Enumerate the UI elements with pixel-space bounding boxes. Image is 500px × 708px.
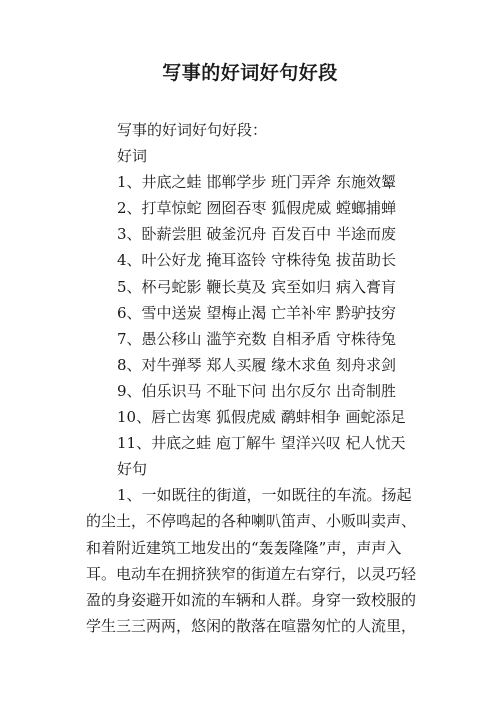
idiom: 邯郸学步	[206, 173, 267, 192]
idiom: 拔苗助长	[335, 251, 396, 270]
word-row	[86, 300, 494, 326]
idiom: 滥竽充数	[206, 329, 267, 348]
word-row	[86, 195, 494, 221]
idiom: 缘木求鱼	[271, 355, 332, 374]
word-row	[86, 352, 494, 378]
idiom: 对牛弹琴	[141, 355, 202, 374]
idiom: 百发百中	[271, 225, 332, 244]
word-row	[86, 221, 494, 247]
word-row	[86, 378, 494, 404]
word-row-number: 6、	[117, 303, 142, 322]
idiom: 打草惊蛇	[141, 199, 202, 218]
word-row-number: 5、	[117, 277, 142, 296]
word-row-number: 11、	[117, 434, 152, 453]
idiom: 出奇制胜	[335, 381, 396, 400]
idiom: 井底之蛙	[141, 173, 202, 192]
sentences-heading: 好句	[117, 460, 148, 479]
idiom: 刻舟求剑	[335, 355, 396, 374]
document-body	[86, 117, 494, 639]
idiom: 螳螂捕蝉	[335, 199, 396, 218]
words-heading: 好词	[117, 147, 148, 166]
idiom: 病入膏肓	[335, 277, 396, 296]
idiom: 郑人买履	[206, 355, 267, 374]
idiom: 鹬蚌相争	[280, 408, 341, 427]
idiom: 不耻下问	[206, 381, 267, 400]
idiom: 掩耳盗铃	[206, 251, 267, 270]
idiom: 伯乐识马	[141, 381, 202, 400]
idiom: 画蛇添足	[345, 408, 406, 427]
idiom: 望梅止渴	[206, 303, 267, 322]
idiom: 亡羊补牢	[271, 303, 332, 322]
word-row	[86, 430, 494, 456]
idiom: 井底之蛙	[151, 434, 212, 453]
idiom: 班门弄斧	[271, 173, 332, 192]
document-title: 写事的好词好句好段	[162, 62, 338, 84]
idiom: 鞭长莫及	[206, 277, 267, 296]
idiom: 狐假虎威	[215, 408, 276, 427]
word-row-number: 7、	[117, 329, 142, 348]
paragraph-line: 和着附近建筑工地发出的“轰轰隆隆”声，声声入	[86, 538, 402, 557]
intro-line: 写事的好词好句好段：	[117, 121, 268, 139]
word-row-number: 9、	[117, 381, 142, 400]
word-row-number: 1、	[117, 173, 142, 192]
idiom: 守株待兔	[335, 329, 396, 348]
idiom: 庖丁解牛	[215, 434, 276, 453]
paragraph-line: 学生三三两两，悠闲的散落在喧嚣匆忙的人流里，	[86, 616, 417, 635]
idiom: 叶公好龙	[141, 251, 202, 270]
word-row-number: 10、	[117, 408, 152, 427]
idiom: 狐假虎威	[271, 199, 332, 218]
paragraph-line: 1、一如既往的街道，一如既往的车流。扬起	[117, 486, 412, 505]
idiom: 望洋兴叹	[280, 434, 341, 453]
word-row	[86, 274, 494, 300]
idiom: 黔驴技穷	[335, 303, 396, 322]
word-list	[86, 169, 494, 456]
idiom: 自相矛盾	[271, 329, 332, 348]
word-row	[86, 326, 494, 352]
idiom: 宾至如归	[271, 277, 332, 296]
idiom: 唇亡齿寒	[151, 408, 212, 427]
word-row-number: 2、	[117, 199, 142, 218]
word-row	[86, 169, 494, 195]
idiom: 杞人忧天	[345, 434, 406, 453]
word-row-number: 8、	[117, 355, 142, 374]
word-row	[86, 247, 494, 273]
idiom: 卧薪尝胆	[141, 225, 202, 244]
idiom: 囫囵吞枣	[206, 199, 267, 218]
word-row-number: 4、	[117, 251, 142, 270]
idiom: 愚公移山	[141, 329, 202, 348]
idiom: 杯弓蛇影	[141, 277, 202, 296]
idiom: 半途而废	[335, 225, 396, 244]
idiom: 破釜沉舟	[206, 225, 267, 244]
word-row-number: 3、	[117, 225, 142, 244]
idiom: 雪中送炭	[141, 303, 202, 322]
idiom: 守株待兔	[271, 251, 332, 270]
idiom: 出尔反尔	[271, 381, 332, 400]
idiom: 东施效颦	[335, 173, 396, 192]
paragraph-line: 的尘土，不停鸣起的各种喇叭笛声、小贩叫卖声、	[86, 512, 417, 531]
paragraph-line: 耳。电动车在拥挤狭窄的街道左右穿行，以灵巧轻	[86, 564, 417, 583]
sentence-paragraph	[86, 482, 494, 639]
paragraph-line: 盈的身姿避开如流的车辆和人群。身穿一致校服的	[86, 590, 417, 609]
word-row	[86, 404, 494, 430]
